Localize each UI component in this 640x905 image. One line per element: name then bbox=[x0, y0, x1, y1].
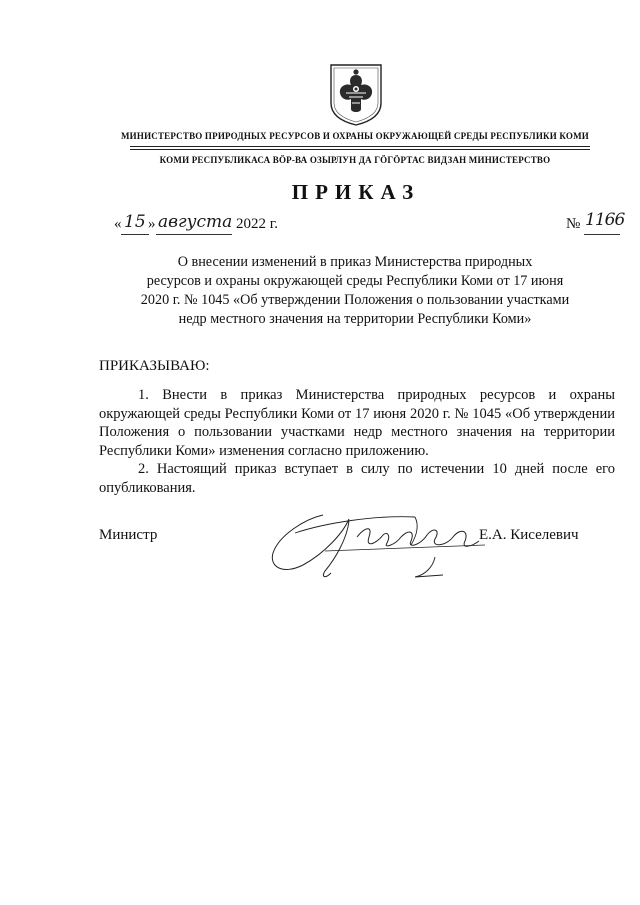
order-paragraph: 1. Внести в приказ Министерства природных ресурсов и охраны окружающей среды Республики Коми от 17 июня 2020 г. № 1045 «Об утверждении Положения о пользовании участками недр местного значения на территории Республики Коми» изменения согласно приложению. bbox=[99, 387, 615, 459]
header-rule-thin bbox=[130, 149, 590, 150]
ministry-name-russian: МИНИСТЕРСТВО ПРИРОДНЫХ РЕСУРСОВ И ОХРАНЫ ОКРУЖАЮЩЕЙ СРЕДЫ РЕСПУБЛИКИ КОМИ bbox=[120, 131, 590, 141]
order-number-handwritten: 1166 bbox=[585, 210, 625, 230]
date-day-handwritten: 15 bbox=[124, 212, 146, 232]
date-month-underline bbox=[156, 234, 232, 235]
subject-line: недр местного значения на территории Республики Коми» bbox=[178, 311, 532, 327]
order-number-underline bbox=[584, 234, 620, 235]
date-open-quote: « bbox=[114, 216, 122, 232]
order-paragraph: 2. Настоящий приказ вступает в силу по истечении 10 дней после его опубликования. bbox=[99, 461, 615, 496]
date-year: 2022 г. bbox=[236, 216, 278, 232]
handwritten-signature bbox=[265, 505, 490, 600]
order-directive-word: ПРИКАЗЫВАЮ: bbox=[99, 358, 210, 374]
document-title: ПРИКАЗ bbox=[291, 180, 421, 204]
header-rule-thick bbox=[130, 146, 590, 147]
coat-of-arms-emblem bbox=[329, 63, 383, 127]
date-day-underline bbox=[121, 234, 149, 235]
subject-line: ресурсов и охраны окружающей среды Республики Коми от 17 июня bbox=[146, 273, 564, 289]
order-number-sign: № bbox=[566, 216, 581, 232]
date-close-quote: » bbox=[148, 216, 156, 232]
order-subject bbox=[90, 253, 620, 329]
subject-line: 2020 г. № 1045 «Об утверждении Положения о пользовании участками bbox=[140, 292, 570, 308]
date-month-handwritten: августа bbox=[158, 212, 233, 232]
signatory-role: Министр bbox=[99, 527, 158, 543]
signatory-name: Е.А. Киселевич bbox=[479, 527, 579, 543]
ministry-name-komi: КОМИ РЕСПУБЛИКАСА ВӦР-ВА ОЗЫРЛУН ДА ГӦГӦРТАС ВИДЗАН МИНИСТЕРСТВО bbox=[159, 155, 551, 165]
subject-line: О внесении изменений в приказ Министерства природных bbox=[177, 254, 533, 270]
order-body bbox=[99, 386, 615, 497]
